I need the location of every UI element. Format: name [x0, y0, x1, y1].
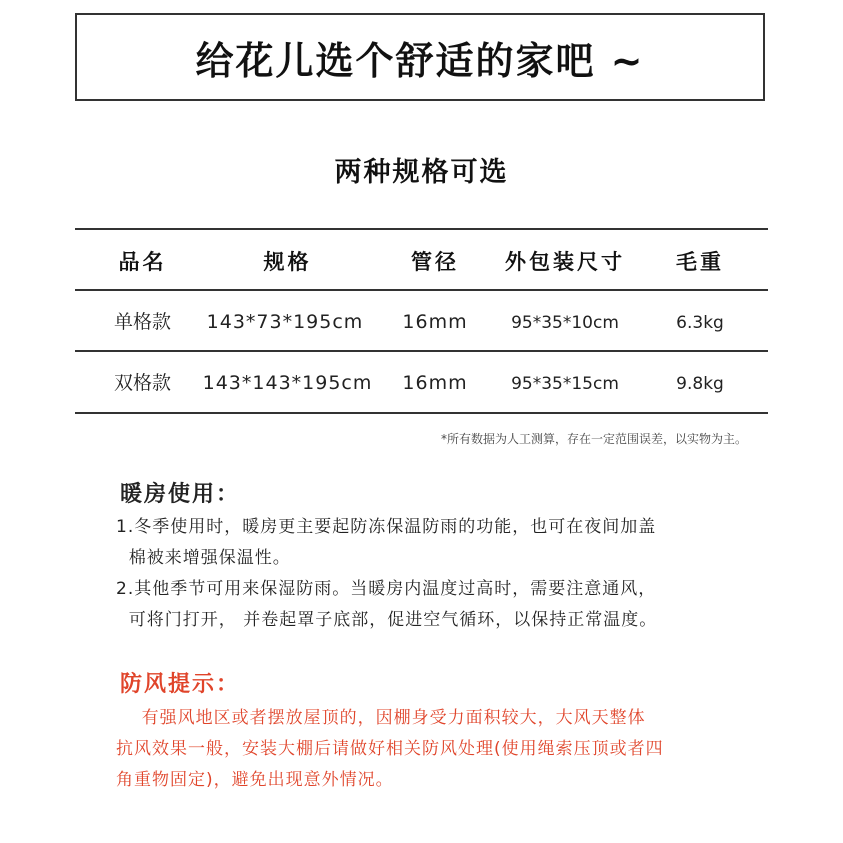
header-name: 品名 — [118, 250, 167, 274]
row-package: 95*35*10cm — [511, 313, 619, 333]
row-spec: 143*73*195cm — [206, 311, 364, 333]
header-pipe: 管径 — [411, 250, 459, 274]
section-subtitle: 两种规格可选 — [334, 157, 509, 188]
header-weight: 毛重 — [676, 250, 724, 274]
row-package: 95*35*15cm — [511, 374, 619, 394]
row-spec: 143*143*195cm — [202, 372, 373, 394]
page-title: 给花儿选个舒适的家吧 ~ — [195, 38, 645, 83]
usage-line: 可将门打开， 并卷起罩子底部，促进空气循环，以保持正常温度。 — [116, 610, 658, 630]
tip-line: 角重物固定)，避免出现意外情况。 — [116, 770, 394, 790]
tip-line: 有强风地区或者摆放屋顶的，因棚身受力面积较大，大风天整体 — [116, 708, 646, 728]
windproof-tip-title: 防风提示： — [120, 672, 241, 697]
row-weight: 6.3kg — [676, 313, 724, 333]
greenhouse-usage-text — [116, 512, 736, 636]
measurement-note: *所有数据为人工测算，存在一定范围误差，以实物为主。 — [440, 432, 747, 446]
table-bottom-rule — [75, 412, 768, 414]
table-header-rule — [75, 289, 768, 291]
row-weight: 9.8kg — [676, 374, 724, 394]
header-spec: 规格 — [263, 250, 312, 274]
header-package: 外包装尺寸 — [505, 250, 625, 274]
row-pipe: 16mm — [402, 311, 468, 333]
table-top-rule — [75, 228, 768, 230]
table-row-rule — [75, 350, 768, 352]
row-name: 单格款 — [113, 311, 171, 333]
title-banner — [75, 13, 765, 101]
row-pipe: 16mm — [402, 372, 468, 394]
row-name: 双格款 — [113, 372, 171, 394]
windproof-tip-text — [116, 703, 736, 796]
tip-line: 抗风效果一般，安装大棚后请做好相关防风处理(使用绳索压顶或者四 — [116, 739, 664, 759]
usage-line: 1.冬季使用时，暖房更主要起防冻保温防雨的功能，也可在夜间加盖 — [116, 517, 657, 537]
usage-line: 2.其他季节可用来保湿防雨。当暖房内温度过高时，需要注意通风， — [116, 579, 657, 599]
usage-line: 棉被来增强保温性。 — [116, 548, 291, 568]
greenhouse-usage-title: 暖房使用： — [120, 482, 241, 507]
